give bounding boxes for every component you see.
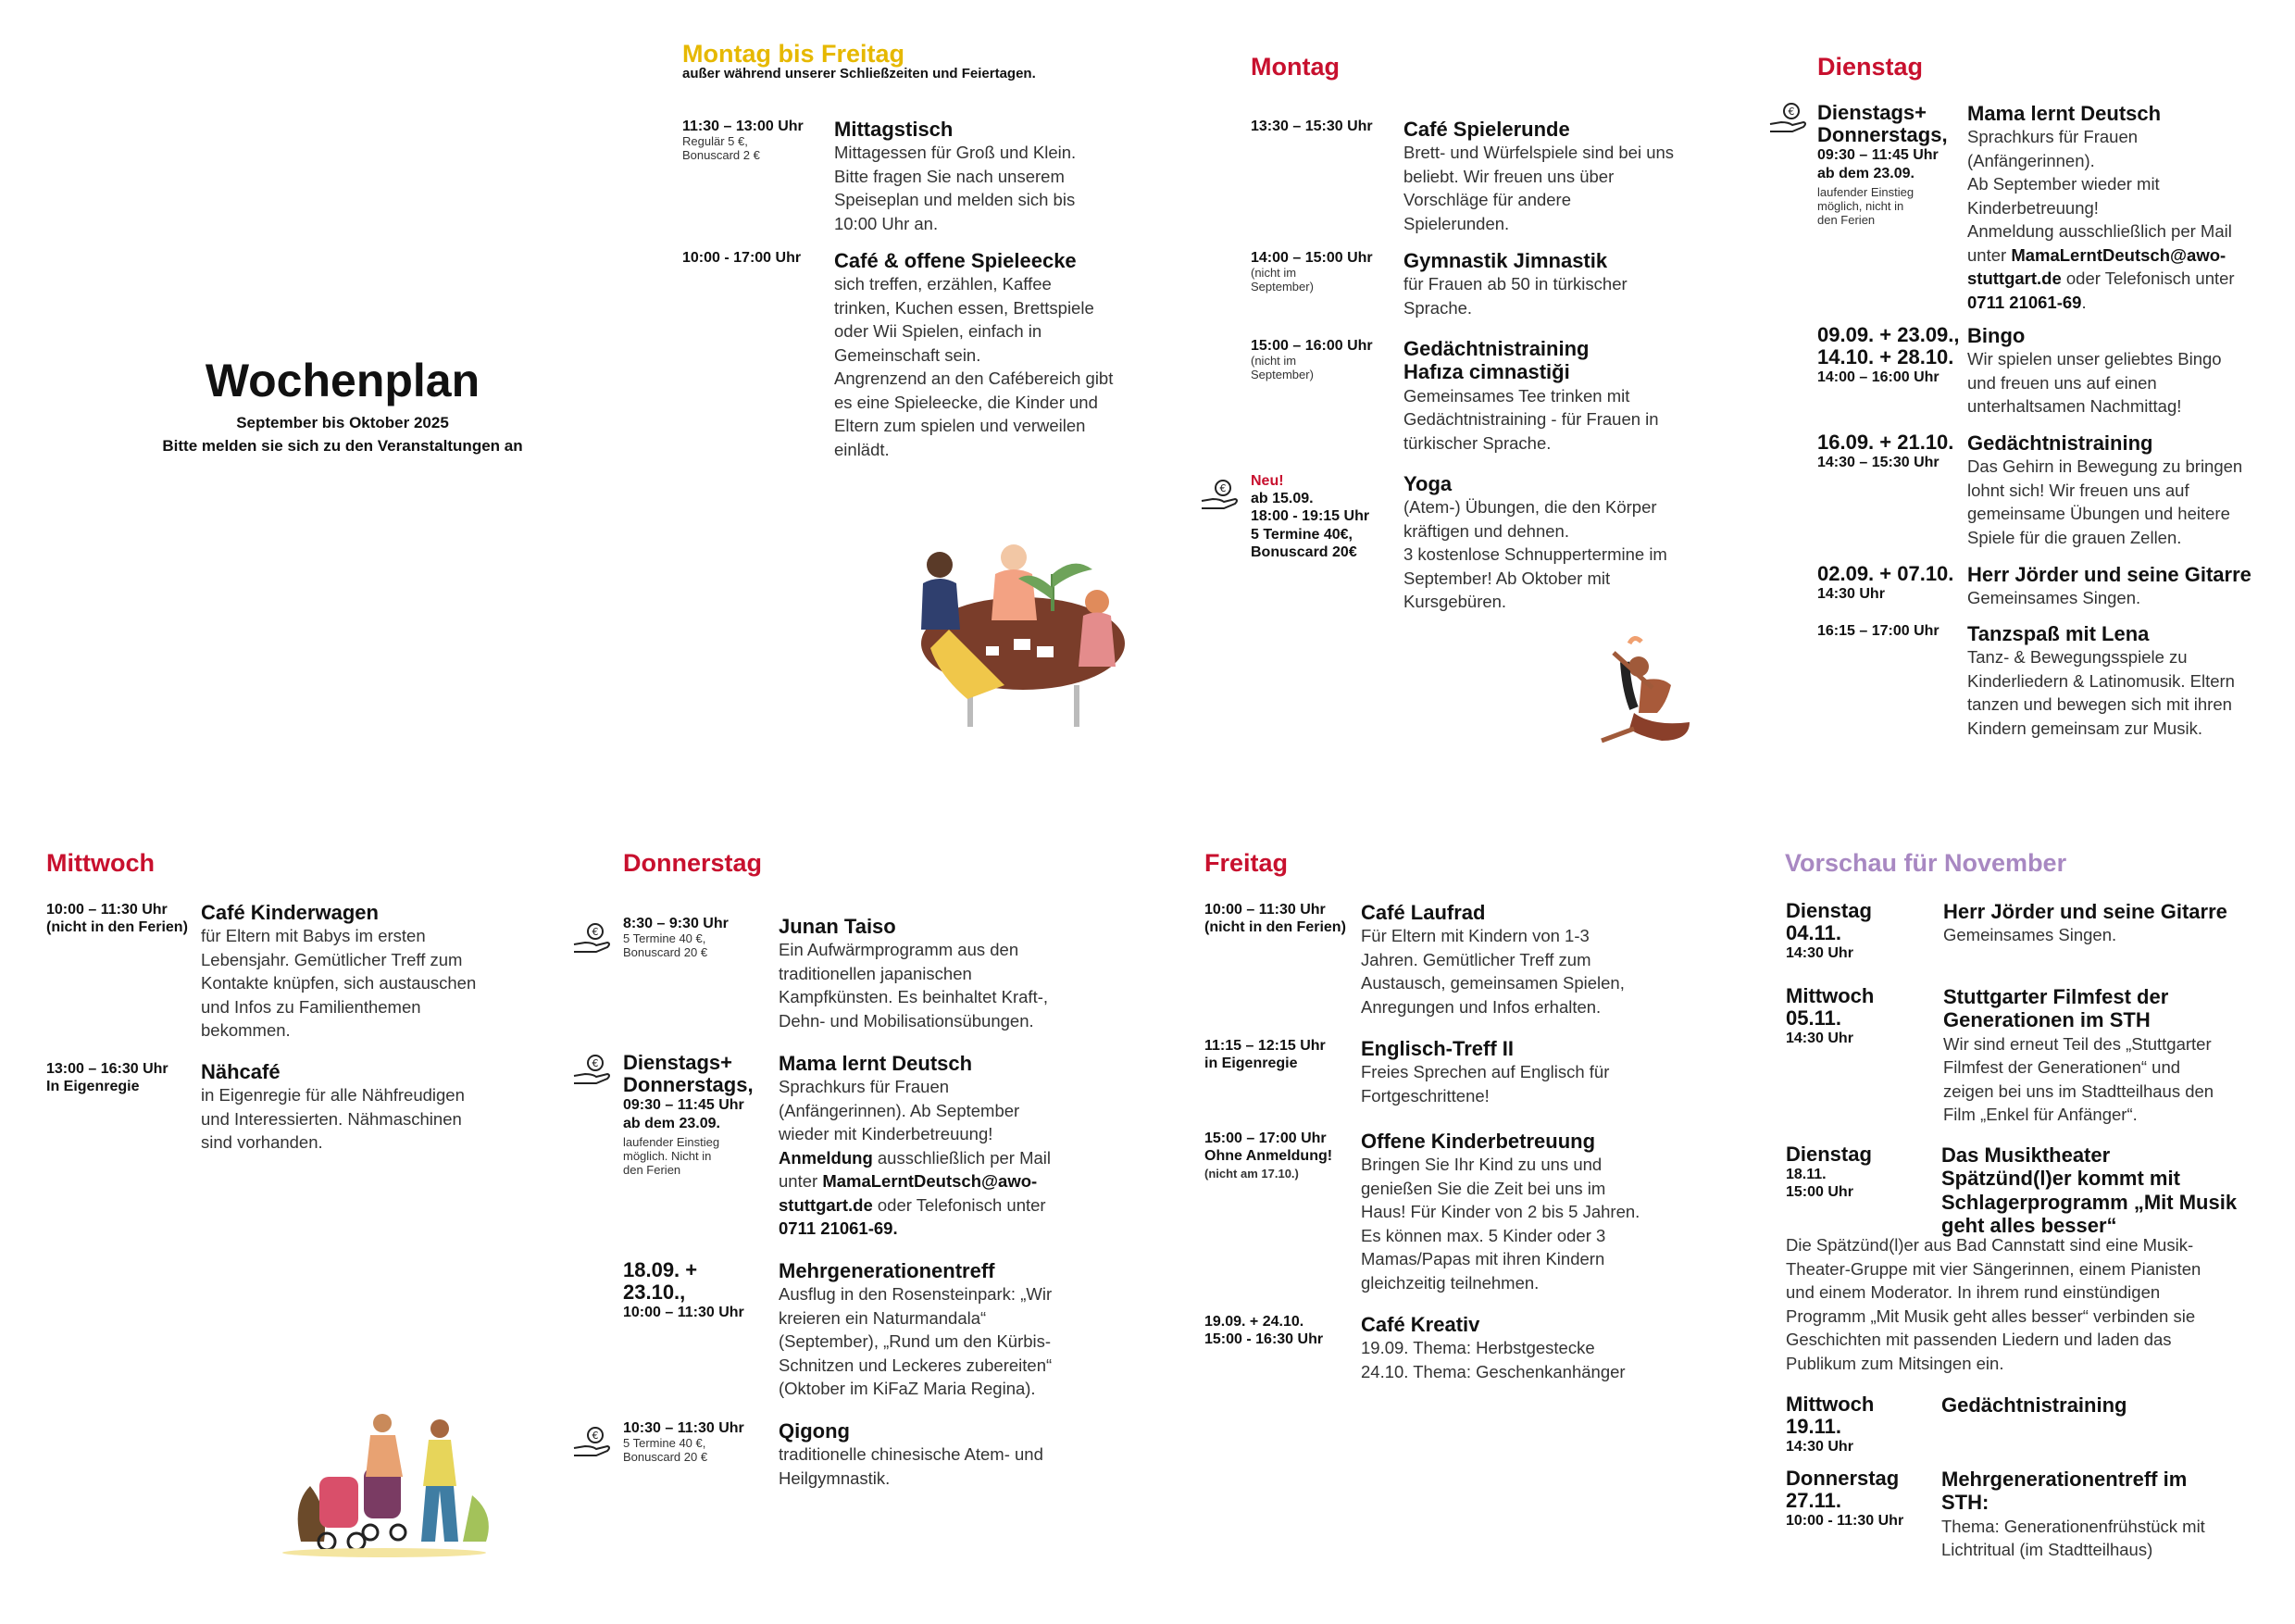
event-time: 16:15 – 17:00 Uhr — [1817, 623, 1940, 639]
preview-date: 18.11. — [1786, 1167, 1827, 1183]
section-title-montag: Montag — [1251, 53, 1340, 81]
event-note: (nicht im September) — [1251, 354, 1314, 382]
event-description: Für Eltern mit Kindern von 1-3 Jahren. Gemütlicher Treff zum Austausch, gemeinsamen Spielen, Anregungen und Infos erhalten. — [1361, 926, 1625, 1017]
event-title: Mama lernt Deutsch — [1967, 102, 2162, 125]
event-note: 5 Termine 40 €, Bonuscard 20 € — [623, 931, 708, 960]
event-time: ab 15.09. 18:00 - 19:15 Uhr 5 Termine 40€, Bonuscard 20€ — [1251, 491, 1370, 560]
event-description — [779, 1075, 1103, 1241]
event-time: 10:00 - 11:30 Uhr — [1786, 1513, 1904, 1530]
event-time: 14:00 – 16:00 Uhr — [1817, 369, 1940, 386]
event-time: 10:00 – 11:30 Uhr — [623, 1305, 744, 1321]
event-title: Offene Kinderbetreuung — [1361, 1130, 1596, 1153]
event-description: Wir spielen unser geliebtes Bingo und freuen uns auf einen unterhaltsamen Nachmittag! — [1967, 349, 2222, 417]
event-time: 14:30 Uhr — [1786, 1439, 1853, 1455]
svg-text:€: € — [1788, 106, 1795, 118]
event-title: Gymnastik Jimnastik — [1403, 249, 1608, 272]
event-note: laufender Einstieg möglich. Nicht in den Ferien — [623, 1134, 720, 1177]
event-time: 10:00 – 11:30 Uhr (nicht in den Ferien) — [1204, 902, 1346, 936]
event-time: 13:00 – 16:30 Uhr In Eigenregie — [46, 1061, 168, 1095]
event-description: traditionelle chinesische Atem- und Heilgymnastik. — [779, 1444, 1043, 1488]
event-note: 5 Termine 40 €, Bonuscard 20 € — [623, 1436, 708, 1465]
event-description: Gemeinsames Singen. — [1943, 925, 2117, 945]
preview-day: Dienstag 04.11. — [1786, 899, 1872, 945]
event-description: für Frauen ab 50 in türkischer Sprache. — [1403, 274, 1628, 318]
desc-text: Sprachkurs für Frauen (Anfängerinnen). Ab September wieder mit Kinderbetreuung! Anmeldung ausschließlich per Mail unter — [1967, 127, 2232, 265]
event-title: Mittagstisch — [834, 118, 954, 141]
preview-day: Donnerstag 27.11. — [1786, 1467, 1900, 1513]
euro-hand-icon — [572, 922, 613, 954]
contact-phone: 0711 21061-69 — [1967, 292, 2082, 312]
event-days: Dienstags+ Donnerstags, — [623, 1051, 754, 1097]
desc-bold: Anmeldung — [779, 1147, 873, 1168]
euro-hand-icon — [572, 1054, 613, 1085]
event-time: 13:30 – 15:30 Uhr — [1251, 119, 1373, 134]
event-title: Mama lernt Deutsch — [779, 1052, 973, 1075]
event-note: (nicht im September) — [1251, 266, 1314, 294]
registration-note: Bitte melden sie sich zu den Veranstaltungen an — [162, 437, 523, 455]
yoga-woman-illustration — [1597, 625, 1708, 750]
event-description: Mittagessen für Groß und Klein. Bitte fragen Sie nach unserem Speiseplan und melden sich bis 10:00 Uhr an. — [834, 143, 1077, 233]
event-title: Qigong — [779, 1419, 850, 1443]
period: September bis Oktober 2025 — [236, 414, 449, 431]
event-note: (nicht am 17.10.) — [1204, 1167, 1299, 1181]
svg-text:€: € — [592, 1057, 599, 1069]
event-description: Ein Aufwärmprogramm aus den traditionellen japanischen Kampfkünsten. Es beinhaltet Kraft-, Dehn- und Mobilisationsübungen. — [779, 940, 1049, 1031]
event-dates: 16.09. + 21.10. — [1817, 431, 1954, 454]
event-days: Dienstags+ Donnerstags, — [1817, 101, 1948, 147]
contact-email[interactable]: MamaLerntDeutsch@awo- stuttgart.de — [1967, 244, 2226, 289]
preview-day: Dienstag — [1786, 1143, 1872, 1166]
event-description: Tanz- & Bewegungsspiele zu Kinderliedern & Latinomusik. Eltern tanzen und bewegen sich mit ihren Kindern gemeinsam zur Musik. — [1967, 647, 2235, 738]
event-note: Regulär 5 €, Bonuscard 2 € — [682, 134, 760, 163]
event-dates: 02.09. + 07.10. — [1817, 562, 1954, 585]
event-title: Yoga — [1403, 472, 1453, 495]
event-description: Die Spätzünd(l)er aus Bad Cannstatt sind eine Musik- Theater-Gruppe mit vier Sängerinnen, einem Pianisten und einem Moderator. In ihrem rund einstündigen Programm „Mit Musik geht alles besser“ verbinden sie Geschichten mit passenden Liedern und laden das Publikum zum Mitsingen ein. — [1786, 1235, 2201, 1373]
section-title-vorschau: Vorschau für November — [1785, 849, 2067, 877]
event-note: laufender Einstieg möglich, nicht in den Ferien — [1817, 184, 1915, 227]
event-time: 14:30 Uhr — [1786, 1031, 1853, 1047]
event-title: Englisch-Treff II — [1361, 1037, 1515, 1060]
section-subtitle-mofr: außer während unserer Schließzeiten und Feiertagen. — [682, 66, 1036, 81]
preview-musiktheater — [1786, 1143, 2267, 1384]
event-title: Café Spielerunde — [1403, 118, 1570, 141]
desc-text: . — [2081, 292, 2087, 312]
event-description — [1967, 125, 2282, 314]
event-time: 10:00 - 17:00 Uhr — [682, 250, 802, 266]
event-title: Café Kreativ — [1361, 1313, 1480, 1336]
event-time: 09:30 – 11:45 Uhr ab dem 23.09. — [623, 1097, 744, 1131]
section-title-mofr: Montag bis Freitag — [682, 40, 905, 68]
desc-text: oder Telefonisch unter — [2065, 269, 2235, 289]
event-title: Tanzspaß mit Lena — [1967, 622, 2150, 645]
event-time: 14:30 Uhr — [1786, 945, 1853, 962]
event-title: Mehrgenerationentreff — [779, 1259, 995, 1282]
event-description: sich treffen, erzählen, Kaffee trinken, Kuchen essen, Brettspiele oder Wii Spielen, einfach in Gemeinschaft sein. Angrenzend an den Cafébereich gibt es eine Spieleecke, die Kinder und Eltern zum spielen und verweilen einlädt. — [834, 274, 1114, 459]
event-title: Das Musiktheater Spätzünd(l)er kommt mit Schlagerprogramm „Mit Musik geht alles besser“ — [1941, 1143, 2238, 1237]
event-dates: 09.09. + 23.09., 14.10. + 28.10. — [1817, 323, 1960, 369]
event-title: Café Kinderwagen — [201, 901, 379, 924]
event-title: Herr Jörder und seine Gitarre — [1943, 900, 2227, 923]
svg-text:€: € — [592, 926, 599, 938]
people-at-table-illustration — [912, 537, 1134, 731]
event-description: Brett- und Würfelspiele sind bei uns beliebt. Wir freuen uns über Vorschläge für andere Spielerunden. — [1403, 143, 1675, 233]
section-title-dienstag: Dienstag — [1817, 53, 1924, 81]
event-description: Thema: Generationenfrühstück mit Lichtritual (im Stadtteilhaus) — [1941, 1516, 2205, 1560]
section-title-freitag: Freitag — [1204, 849, 1289, 877]
event-time: 09:30 – 11:45 Uhr ab dem 23.09. — [1817, 147, 1939, 181]
new-badge: Neu! — [1251, 473, 1284, 489]
event-description: Gemeinsames Tee trinken mit Gedächtnistraining - für Frauen in türkischer Sprache. — [1403, 385, 1659, 453]
event-time: 14:30 Uhr — [1817, 586, 1885, 603]
event-description: Gemeinsames Singen. — [1967, 588, 2141, 608]
preview-day: Mittwoch 05.11. — [1786, 984, 1875, 1031]
event-title: Café & offene Spieleecke — [834, 249, 1077, 272]
desc-text: Sprachkurs für Frauen (Anfängerinnen). Ab September wieder mit Kinderbetreuung! — [779, 1077, 1020, 1144]
event-time: 14:00 – 15:00 Uhr — [1251, 250, 1373, 266]
event-time: 11:30 – 13:00 Uhr — [682, 119, 804, 134]
svg-text:€: € — [592, 1430, 599, 1442]
event-time: 15:00 – 17:00 Uhr Ohne Anmeldung! — [1204, 1131, 1333, 1165]
event-title: Herr Jörder und seine Gitarre — [1967, 563, 2251, 586]
event-time: 15:00 – 16:00 Uhr — [1251, 338, 1373, 354]
event-description: Ausflug in den Rosensteinpark: „Wir kreieren ein Naturmandala“ (September), „Rund um den Kürbis- Schnitzen und Leckeres zubereiten“ (Oktober im KiFaZ Maria Regina). — [779, 1284, 1053, 1399]
parents-strollers-illustration — [273, 1403, 509, 1560]
event-title: Stuttgarter Filmfest der Generationen im STH — [1943, 985, 2169, 1032]
event-time: 10:00 – 11:30 Uhr (nicht in den Ferien) — [46, 902, 188, 936]
euro-hand-icon — [1768, 102, 1809, 133]
event-description: für Eltern mit Babys im ersten Lebensjahr. Gemütlicher Treff zum Kontakte knüpfen, sich austauschen und Infos zu Familienthemen bekommen. — [201, 926, 477, 1041]
event-title: Nähcafé — [201, 1060, 281, 1083]
event-time: 19.09. + 24.10. 15:00 - 16:30 Uhr — [1204, 1314, 1324, 1348]
event-time: 15:00 Uhr — [1786, 1184, 1853, 1201]
event-title: Junan Taiso — [779, 915, 896, 938]
contact-phone: 0711 21061-69. — [779, 1218, 898, 1239]
euro-hand-icon — [1200, 479, 1241, 510]
section-title-mittwoch: Mittwoch — [46, 849, 155, 877]
event-description: Wir sind erneut Teil des „Stuttgarter Filmfest der Generationen“ und zeigen bei uns im Stadtteilhaus den Film „Enkel für Anfänger“. — [1943, 1033, 2214, 1125]
event-time: 10:30 – 11:30 Uhr — [623, 1420, 744, 1436]
event-title: Gedächtnistraining — [1967, 431, 2153, 455]
event-title: Bingo — [1967, 324, 2026, 347]
event-title: Café Laufrad — [1361, 901, 1486, 924]
event-description: (Atem-) Übungen, die den Körper kräftigen und dehnen. 3 kostenlose Schnuppertermine im September! Ab Oktober mit Kursgebüren. — [1403, 497, 1667, 612]
page-title: Wochenplan — [205, 355, 480, 406]
event-title: Mehrgenerationentreff im STH: — [1941, 1468, 2188, 1515]
preview-day: Mittwoch 19.11. — [1786, 1393, 1875, 1439]
euro-hand-icon — [572, 1426, 613, 1457]
event-description: Freies Sprechen auf Englisch für Fortgeschrittene! — [1361, 1062, 1610, 1106]
section-title-donnerstag: Donnerstag — [623, 849, 763, 877]
event-description: 19.09. Thema: Herbstgestecke 24.10. Thema: Geschenkanhänger — [1361, 1338, 1626, 1381]
desc-text: oder Telefonisch unter — [877, 1194, 1046, 1215]
event-time: 8:30 – 9:30 Uhr — [623, 916, 729, 931]
event-description: Bringen Sie Ihr Kind zu uns und genießen Sie die Zeit bei uns im Haus! Für Kinder von 2 bis 5 Jahren. Es können max. 5 Kinder oder 3 Mamas/Papas mit ihren Kindern gleichzeitig teilnehmen. — [1361, 1155, 1640, 1293]
event-description: Das Gehirn in Bewegung zu bringen lohnt sich! Wir freuen uns auf gemeinsame Übungen und heitere Spiele für die grauen Zellen. — [1967, 456, 2243, 547]
contact-email[interactable]: MamaLerntDeutsch@awo- stuttgart.de — [779, 1171, 1038, 1215]
event-time: 11:15 – 12:15 Uhr in Eigenregie — [1204, 1038, 1326, 1072]
event-title: Gedächtnistraining — [1941, 1393, 2127, 1417]
event-title: Gedächtnistraining Hafıza cimnastiği — [1403, 337, 1590, 384]
svg-text:€: € — [1219, 482, 1227, 494]
event-time: 14:30 – 15:30 Uhr — [1817, 455, 1940, 471]
event-dates: 18.09. + 23.10., — [623, 1258, 698, 1305]
desc-text: ausschließlich per Mail unter — [779, 1147, 1052, 1192]
event-description: in Eigenregie für alle Nähfreudigen und Interessierten. Nähmaschinen sind vorhanden. — [201, 1085, 465, 1153]
